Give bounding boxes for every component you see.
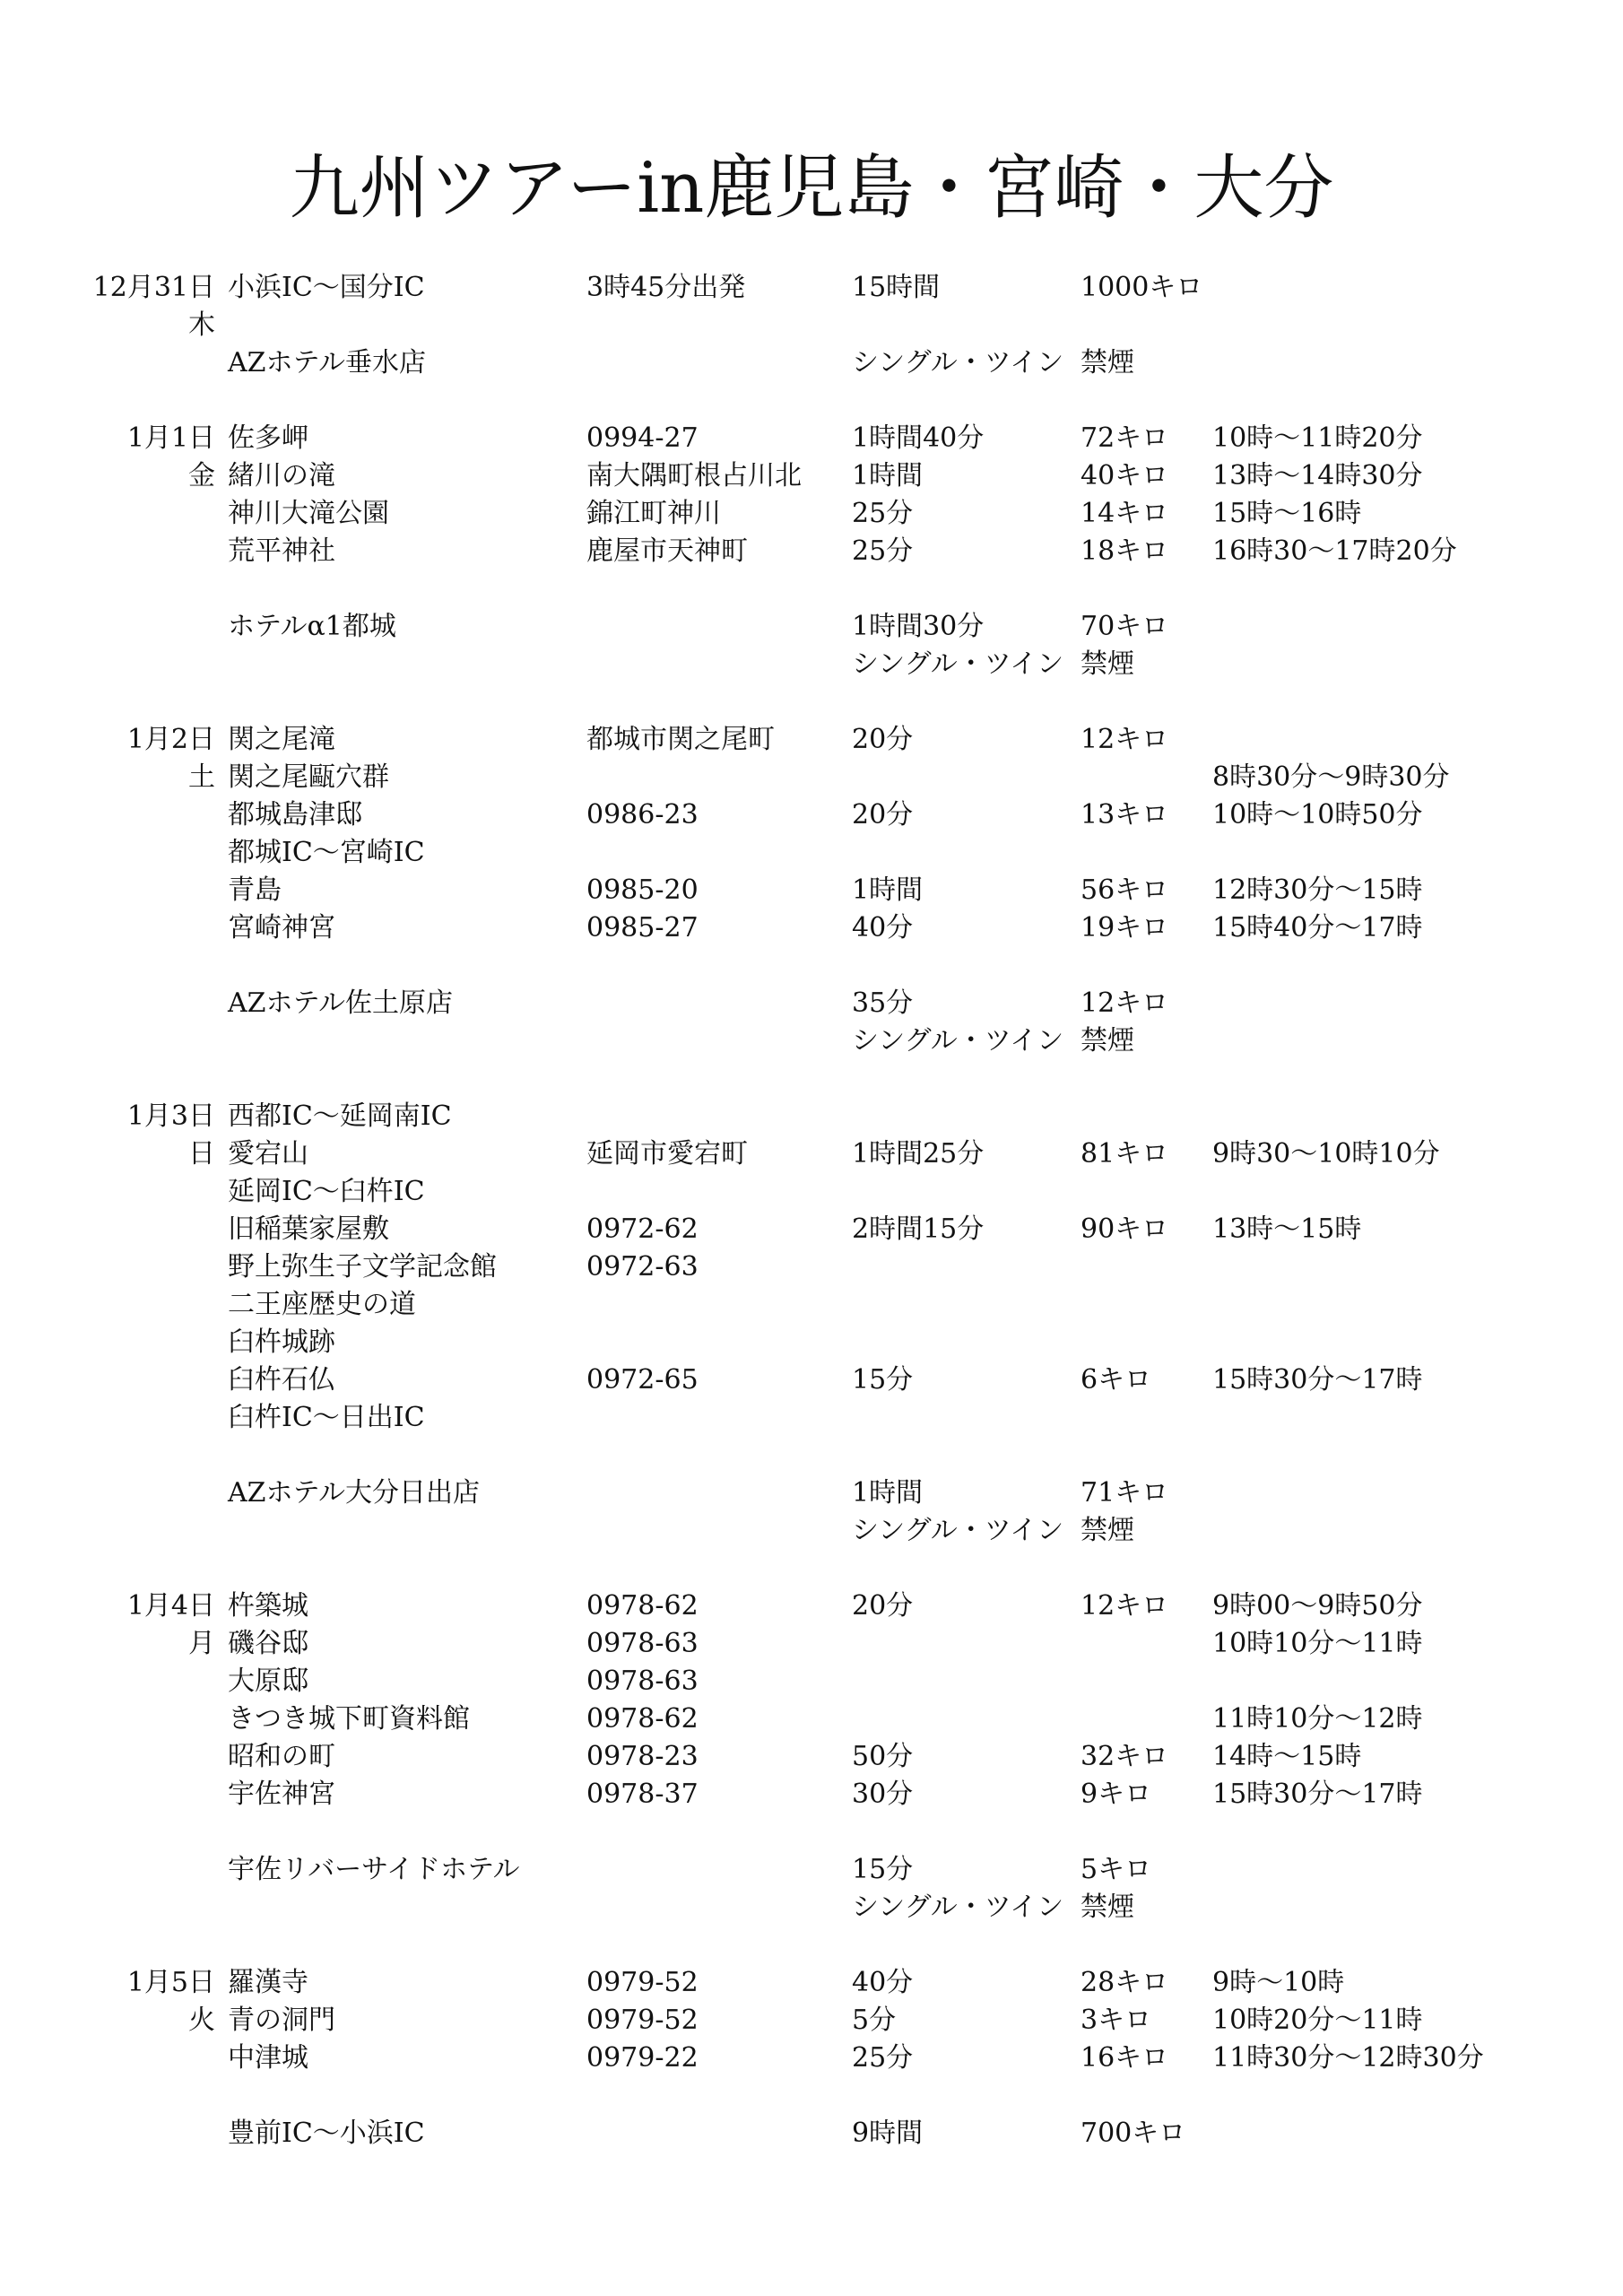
schedule-row <box>0 1098 1623 1135</box>
distance-cell: 72キロ <box>1081 422 1169 454</box>
schedule-row <box>0 721 1623 759</box>
duration-cell: 35分 <box>852 987 914 1019</box>
duration-cell: 15分 <box>852 1854 914 1885</box>
schedule-row <box>0 1248 1623 1286</box>
distance-cell: 禁煙 <box>1081 1025 1134 1057</box>
time-cell: 15時30分〜17時 <box>1212 1364 1423 1396</box>
distance-cell: 56キロ <box>1081 874 1169 906</box>
duration-cell: シングル・ツイン <box>852 1025 1064 1057</box>
place-cell: 都城島津邸 <box>228 799 362 831</box>
place-cell: 臼杵石仏 <box>228 1364 335 1396</box>
distance-cell: 12キロ <box>1081 724 1169 755</box>
distance-cell: 700キロ <box>1081 2118 1186 2149</box>
schedule-row <box>0 1060 1623 1098</box>
schedule-row <box>0 1022 1623 1060</box>
place-cell: きつき城下町資料館 <box>228 1703 470 1735</box>
distance-cell: 13キロ <box>1081 799 1169 831</box>
info-cell: 0978-37 <box>586 1779 699 1810</box>
info-cell: 0986-23 <box>586 799 699 831</box>
distance-cell: 14キロ <box>1081 498 1169 529</box>
time-cell: 10時10分〜11時 <box>1212 1628 1423 1659</box>
place-cell: ホテルα1都城 <box>228 611 396 642</box>
time-cell: 13時〜15時 <box>1212 1213 1362 1245</box>
duration-cell: 20分 <box>852 799 914 831</box>
duration-cell: 2時間15分 <box>852 1213 985 1245</box>
info-cell: 3時45分出発 <box>586 272 746 303</box>
info-cell: 0979-52 <box>586 2005 699 2036</box>
time-cell: 15時30分〜17時 <box>1212 1779 1423 1810</box>
duration-cell: シングル・ツイン <box>852 347 1064 378</box>
place-cell: 大原邸 <box>228 1665 308 1697</box>
time-cell: 15時〜16時 <box>1212 498 1362 529</box>
schedule-row <box>0 307 1623 344</box>
duration-cell: 1時間25分 <box>852 1138 985 1170</box>
schedule-row <box>0 533 1623 570</box>
schedule-row <box>0 382 1623 420</box>
place-cell: 野上弥生子文学記念館 <box>228 1251 497 1283</box>
duration-cell: 25分 <box>852 498 914 529</box>
distance-cell: 禁煙 <box>1081 648 1134 680</box>
distance-cell: 71キロ <box>1081 1477 1169 1509</box>
place-cell: 佐多岬 <box>228 422 308 454</box>
schedule-row <box>0 1173 1623 1211</box>
place-cell: 臼杵IC〜日出IC <box>228 1402 425 1433</box>
schedule-row <box>0 1889 1623 1926</box>
place-cell: 宇佐神宮 <box>228 1779 335 1810</box>
place-cell: 二王座歴史の道 <box>228 1289 416 1320</box>
place-cell: 羅漢寺 <box>228 1967 308 1998</box>
info-cell: 0972-65 <box>586 1364 699 1396</box>
duration-cell: 9時間 <box>852 2118 924 2149</box>
info-cell: 0978-63 <box>586 1628 699 1659</box>
place-cell: 臼杵城跡 <box>228 1326 335 1358</box>
day-cell: 1月5日 <box>126 1967 215 1998</box>
place-cell: 中津城 <box>228 2042 308 2074</box>
time-cell: 9時00〜9時50分 <box>1212 1590 1423 1622</box>
time-cell: 11時10分〜12時 <box>1212 1703 1423 1735</box>
time-cell: 14時〜15時 <box>1212 1741 1362 1772</box>
distance-cell: 12キロ <box>1081 987 1169 1019</box>
place-cell: 青の洞門 <box>228 2005 335 2036</box>
distance-cell: 70キロ <box>1081 611 1169 642</box>
time-cell: 9時〜10時 <box>1212 1967 1345 1998</box>
schedule-row <box>0 1361 1623 1399</box>
time-cell: 16時30〜17時20分 <box>1212 535 1457 567</box>
duration-cell: 30分 <box>852 1779 914 1810</box>
schedule-row <box>0 1926 1623 1964</box>
day-cell: 日 <box>188 1138 215 1170</box>
distance-cell: 9キロ <box>1081 1779 1152 1810</box>
schedule-row <box>0 1663 1623 1700</box>
schedule-row <box>0 1964 1623 2002</box>
schedule-row <box>0 570 1623 608</box>
schedule-row <box>0 1587 1623 1625</box>
info-cell: 0978-63 <box>586 1665 699 1697</box>
distance-cell: 6キロ <box>1081 1364 1152 1396</box>
day-cell: 月 <box>188 1628 215 1659</box>
schedule-row <box>0 1738 1623 1776</box>
schedule-row <box>0 796 1623 834</box>
schedule-row <box>0 1135 1623 1173</box>
place-cell: 延岡IC〜臼杵IC <box>228 1176 425 1207</box>
schedule-row <box>0 2115 1623 2152</box>
place-cell: 荒平神社 <box>228 535 335 567</box>
duration-cell: 25分 <box>852 535 914 567</box>
schedule-row <box>0 1512 1623 1550</box>
distance-cell: 5キロ <box>1081 1854 1152 1885</box>
day-cell: 土 <box>188 761 215 793</box>
info-cell: 0979-22 <box>586 2042 699 2074</box>
distance-cell: 90キロ <box>1081 1213 1169 1245</box>
schedule-row <box>0 872 1623 909</box>
duration-cell: 1時間 <box>852 874 924 906</box>
distance-cell: 禁煙 <box>1081 1892 1134 1923</box>
duration-cell: 25分 <box>852 2042 914 2074</box>
distance-cell: 32キロ <box>1081 1741 1169 1772</box>
page-title: 九州ツアーin鹿児島・宮崎・大分 <box>289 148 1334 229</box>
duration-cell: シングル・ツイン <box>852 1515 1064 1546</box>
duration-cell: 15分 <box>852 1364 914 1396</box>
day-cell: 1月1日 <box>126 422 215 454</box>
time-cell: 8時30分〜9時30分 <box>1212 761 1450 793</box>
place-cell: 宮崎神宮 <box>228 912 335 944</box>
schedule-list <box>0 269 1623 2152</box>
schedule-row <box>0 759 1623 796</box>
day-cell: 1月3日 <box>126 1100 215 1132</box>
duration-cell: 40分 <box>852 1967 914 1998</box>
schedule-row <box>0 834 1623 872</box>
schedule-row <box>0 985 1623 1022</box>
time-cell: 11時30分〜12時30分 <box>1212 2042 1484 2074</box>
info-cell: 0979-52 <box>586 1967 699 1998</box>
time-cell: 15時40分〜17時 <box>1212 912 1423 944</box>
info-cell: 0985-20 <box>586 874 699 906</box>
schedule-row <box>0 1286 1623 1324</box>
schedule-row <box>0 1550 1623 1587</box>
distance-cell: 12キロ <box>1081 1590 1169 1622</box>
info-cell: 0994-27 <box>586 422 699 454</box>
place-cell: 豊前IC〜小浜IC <box>228 2118 425 2149</box>
schedule-row <box>0 344 1623 382</box>
place-cell: 青島 <box>228 874 282 906</box>
info-cell: 錦江町神川 <box>586 498 721 529</box>
distance-cell: 禁煙 <box>1081 347 1134 378</box>
duration-cell: 15時間 <box>852 272 941 303</box>
duration-cell: 1時間 <box>852 1477 924 1509</box>
distance-cell: 28キロ <box>1081 1967 1169 1998</box>
duration-cell: 1時間30分 <box>852 611 985 642</box>
info-cell: 0978-62 <box>586 1703 699 1735</box>
place-cell: 神川大滝公園 <box>228 498 389 529</box>
schedule-row <box>0 909 1623 947</box>
duration-cell: 50分 <box>852 1741 914 1772</box>
schedule-row <box>0 683 1623 721</box>
distance-cell: 19キロ <box>1081 912 1169 944</box>
distance-cell: 18キロ <box>1081 535 1169 567</box>
time-cell: 10時〜10時50分 <box>1212 799 1423 831</box>
schedule-row <box>0 1324 1623 1361</box>
place-cell: 宇佐リバーサイドホテル <box>228 1854 520 1885</box>
schedule-row <box>0 1437 1623 1474</box>
info-cell: 延岡市愛宕町 <box>586 1138 748 1170</box>
day-cell: 1月2日 <box>126 724 215 755</box>
schedule-row <box>0 1625 1623 1663</box>
time-cell: 13時〜14時30分 <box>1212 460 1423 491</box>
duration-cell: シングル・ツイン <box>852 1892 1064 1923</box>
place-cell: AZホテル大分日出店 <box>228 1477 481 1509</box>
time-cell: 10時〜11時20分 <box>1212 422 1423 454</box>
schedule-row <box>0 1399 1623 1437</box>
duration-cell: 20分 <box>852 1590 914 1622</box>
day-cell: 1月4日 <box>126 1590 215 1622</box>
schedule-row <box>0 1700 1623 1738</box>
day-cell: 12月31日 <box>92 272 215 303</box>
place-cell: 昭和の町 <box>228 1741 335 1772</box>
distance-cell: 16キロ <box>1081 2042 1169 2074</box>
duration-cell: 1時間40分 <box>852 422 985 454</box>
duration-cell: 5分 <box>852 2005 897 2036</box>
info-cell: 0978-62 <box>586 1590 699 1622</box>
schedule-row <box>0 1474 1623 1512</box>
schedule-row <box>0 269 1623 307</box>
day-cell: 木 <box>188 309 215 341</box>
duration-cell: シングル・ツイン <box>852 648 1064 680</box>
schedule-row <box>0 2039 1623 2077</box>
place-cell: 西都IC〜延岡南IC <box>228 1100 452 1132</box>
info-cell: 0978-23 <box>586 1741 699 1772</box>
place-cell: 関之尾甌穴群 <box>228 761 389 793</box>
schedule-row <box>0 608 1623 646</box>
schedule-row <box>0 420 1623 457</box>
duration-cell: 20分 <box>852 724 914 755</box>
distance-cell: 40キロ <box>1081 460 1169 491</box>
time-cell: 12時30分〜15時 <box>1212 874 1423 906</box>
distance-cell: 81キロ <box>1081 1138 1169 1170</box>
schedule-row <box>0 2077 1623 2115</box>
place-cell: 杵築城 <box>228 1590 308 1622</box>
place-cell: 愛宕山 <box>228 1138 308 1170</box>
schedule-row <box>0 495 1623 533</box>
place-cell: AZホテル佐土原店 <box>228 987 454 1019</box>
info-cell: 0972-62 <box>586 1213 699 1245</box>
place-cell: 緒川の滝 <box>228 460 335 491</box>
place-cell: 都城IC〜宮崎IC <box>228 837 425 868</box>
schedule-row <box>0 1813 1623 1851</box>
time-cell: 10時20分〜11時 <box>1212 2005 1423 2036</box>
place-cell: 旧稲葉家屋敷 <box>228 1213 389 1245</box>
place-cell: 小浜IC〜国分IC <box>228 272 425 303</box>
schedule-row <box>0 457 1623 495</box>
info-cell: 都城市関之尾町 <box>586 724 775 755</box>
info-cell: 南大隅町根占川北 <box>586 460 802 491</box>
schedule-row <box>0 646 1623 683</box>
schedule-row <box>0 1851 1623 1889</box>
day-cell: 火 <box>188 2005 215 2036</box>
duration-cell: 1時間 <box>852 460 924 491</box>
info-cell: 0985-27 <box>586 912 699 944</box>
day-cell: 金 <box>188 460 215 491</box>
distance-cell: 3キロ <box>1081 2005 1152 2036</box>
info-cell: 0972-63 <box>586 1251 699 1283</box>
schedule-row <box>0 1211 1623 1248</box>
time-cell: 9時30〜10時10分 <box>1212 1138 1440 1170</box>
duration-cell: 40分 <box>852 912 914 944</box>
schedule-row <box>0 947 1623 985</box>
info-cell: 鹿屋市天神町 <box>586 535 748 567</box>
schedule-row <box>0 2002 1623 2039</box>
place-cell: 磯谷邸 <box>228 1628 308 1659</box>
distance-cell: 禁煙 <box>1081 1515 1134 1546</box>
place-cell: 関之尾滝 <box>228 724 335 755</box>
distance-cell: 1000キロ <box>1081 272 1203 303</box>
schedule-row <box>0 1776 1623 1813</box>
place-cell: AZホテル垂水店 <box>228 347 427 378</box>
